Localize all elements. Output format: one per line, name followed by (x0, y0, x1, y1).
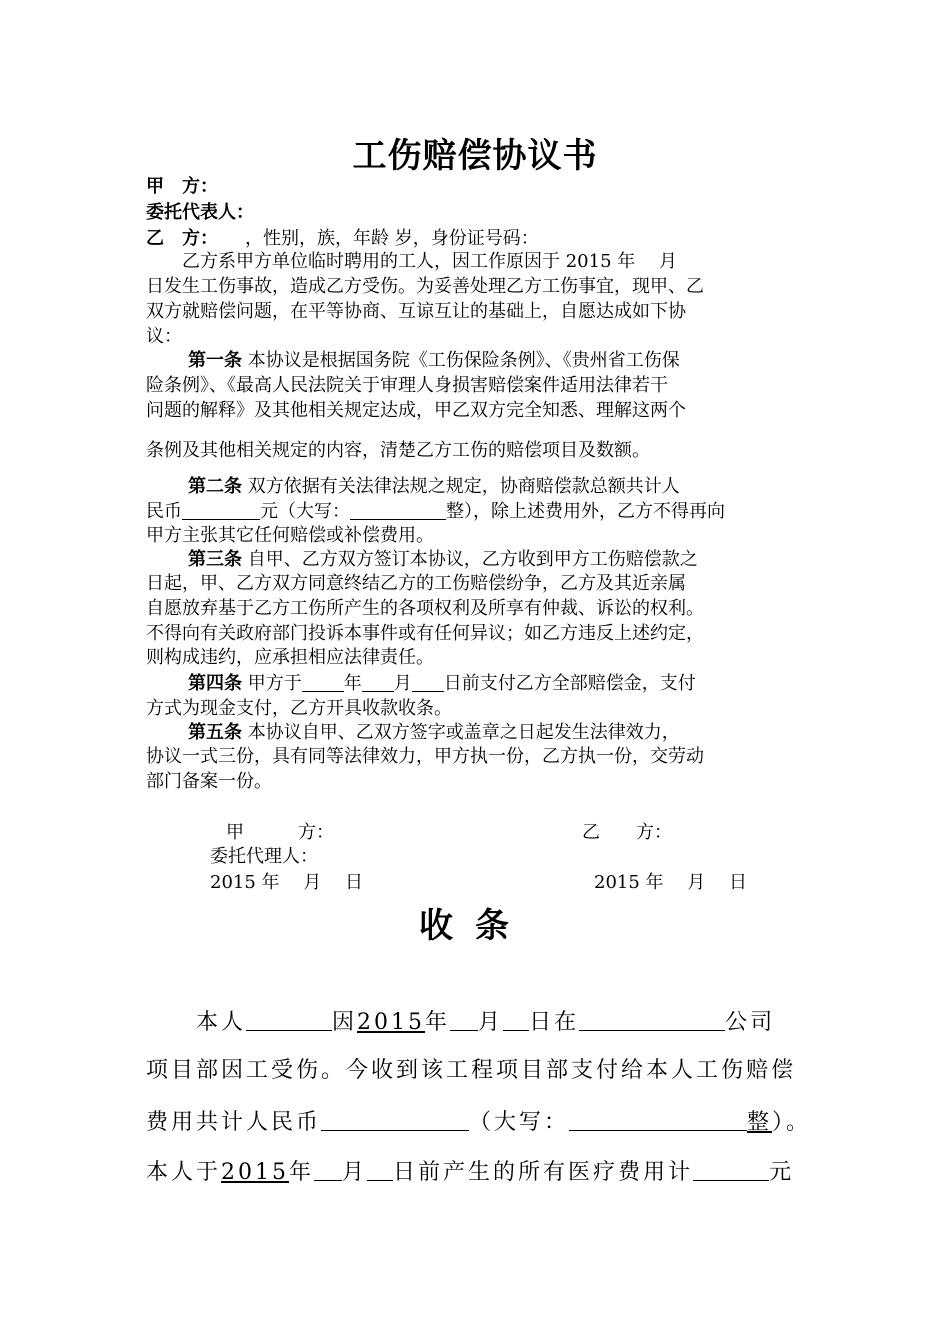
receipt-text: 年 (289, 1160, 315, 1185)
article-5-text: 本协议自甲、乙双方签字或盖章之日起发生法律效力， (242, 722, 680, 743)
medical-amount-blank (693, 1156, 769, 1181)
article-3-heading: 第三条 (188, 549, 242, 570)
article-2-heading: 第二条 (188, 476, 242, 497)
article-3-line: 则构成违约，应承担相应法律责任。 (146, 647, 434, 668)
signature-party-a: 甲 方： (226, 822, 334, 843)
article-5-heading: 第五条 (188, 722, 242, 743)
article-2-line (146, 475, 816, 499)
month-blank (314, 1156, 342, 1181)
receipt-text: 费用共计人民币 (146, 1110, 322, 1135)
article-5-line: 部门备案一份。 (146, 771, 272, 792)
delegate-label: 委托代表人： (146, 202, 254, 223)
receipt-year: 2015 (221, 1160, 290, 1185)
article-2-text: 整），除上述费用外，乙方不得再向 (446, 501, 725, 522)
article-4-text: 月 (393, 673, 412, 694)
receipt-line (146, 1156, 794, 1188)
party-b-info: ，性别，族，年龄 岁，身份证号码： (209, 228, 539, 249)
receipt-text: 年 (425, 1010, 451, 1035)
article-3-line: 自愿放弃基于乙方工伤所产生的各项权利及所享有仲裁、诉讼的权利。 (146, 598, 704, 619)
article-3-line: 不得向有关政府部门投诉本事件或有任何异议；如乙方违反上述约定， (146, 623, 704, 644)
signature-date-a: 2015 年 月 日 (210, 872, 363, 893)
receipt-text: 日在 (529, 1010, 580, 1035)
amount-blank (182, 501, 260, 520)
receipt-text: ）。 (772, 1110, 812, 1135)
amount-words-blank (350, 501, 446, 520)
name-blank (246, 1006, 332, 1031)
article-2-line: 甲方主张其它任何赔偿或补偿费用。 (146, 525, 434, 546)
article-4-text: 甲方于 (242, 673, 302, 694)
receipt-text: 本人 (146, 1010, 247, 1035)
article-4-line: 方式为现金支付，乙方开具收款收条。 (146, 698, 452, 719)
article-4-line (146, 672, 816, 696)
receipt-year: 2015 (357, 1010, 426, 1035)
receipt-text: 因 (332, 1010, 358, 1035)
year-blank (302, 673, 344, 692)
party-a-label: 甲 方： (146, 176, 218, 197)
signature-agent: 委托代理人： (210, 846, 318, 867)
receipt-line (146, 1106, 811, 1138)
intro-line: 议： (146, 326, 182, 347)
amount-words-blank (569, 1106, 747, 1131)
receipt-line (146, 1006, 775, 1038)
receipt-title: 收条 (419, 906, 531, 946)
article-4-text: 年 (343, 673, 362, 694)
article-4-text: 日前支付乙方全部赔偿金，支付 (443, 673, 696, 694)
article-1-line (146, 349, 816, 373)
month-blank (362, 673, 394, 692)
article-1-text: 本协议是根据国务院《工伤保险条例》、《贵州省工伤保 (242, 350, 680, 371)
signature-date-b: 2015 年 月 日 (594, 872, 747, 893)
article-2-text: 双方依据有关法律法规之规定，协商赔偿款总额共计人 (242, 476, 680, 497)
article-1-line: 问题的解释》及其他相关规定达成，甲乙双方完全知悉、理解这两个 (146, 400, 686, 421)
receipt-text: 月 (478, 1010, 504, 1035)
article-5-line: 协议一式三份，具有同等法律效力，甲方执一份，乙方执一份，交劳动 (146, 746, 704, 767)
receipt-text: 公司 (725, 1010, 776, 1035)
month-blank (450, 1006, 478, 1031)
amount-blank (321, 1106, 469, 1131)
receipt-text: （大写： (469, 1110, 570, 1135)
article-2-text: 元（大写： (260, 501, 350, 522)
company-blank (579, 1006, 725, 1031)
day-blank (412, 673, 444, 692)
day-blank (367, 1156, 393, 1181)
article-1-line: 险条例》、《最高人民法院关于审理人身损害赔偿案件适用法律若干 (146, 375, 668, 396)
receipt-text: 本人于 (146, 1160, 222, 1185)
receipt-text: 整 (747, 1110, 773, 1135)
signature-party-b: 乙 方： (582, 822, 672, 843)
article-3-line: 日起，甲、乙方双方同意终结乙方的工伤赔偿纷争，乙方及其近亲属 (146, 573, 686, 594)
article-2-text: 民币 (146, 501, 182, 522)
agreement-title: 工伤赔偿协议书 (352, 136, 598, 176)
article-4-heading: 第四条 (188, 673, 242, 694)
receipt-text: 元 (769, 1160, 795, 1185)
receipt-line: 项目部因工受伤。今收到该工程项目部支付给本人工伤赔偿 (146, 1058, 797, 1083)
intro-line: 日发生工伤事故，造成乙方受伤。为妥善处理乙方工伤事宜，现甲、乙 (146, 276, 704, 297)
receipt-text: 日前产生的所有医疗费用计 (393, 1160, 694, 1185)
article-3-text: 自甲、乙方双方签订本协议，乙方收到甲方工伤赔偿款之 (242, 549, 698, 570)
intro-line: 乙方系甲方单位临时聘用的工人，因工作原因于 2015 年 月 (146, 251, 677, 272)
receipt-text: 月 (342, 1160, 368, 1185)
article-3-line (146, 548, 816, 572)
article-1-heading: 第一条 (188, 350, 242, 371)
day-blank (503, 1006, 529, 1031)
party-b-line (146, 227, 816, 251)
article-1-line: 条例及其他相关规定的内容，清楚乙方工伤的赔偿项目及数额。 (146, 440, 650, 461)
article-5-line (146, 721, 816, 745)
party-b-label: 乙 方： (146, 228, 209, 249)
article-2-line (146, 500, 816, 524)
intro-line: 双方就赔偿问题，在平等协商、互谅互让的基础上，自愿达成如下协 (146, 301, 686, 322)
